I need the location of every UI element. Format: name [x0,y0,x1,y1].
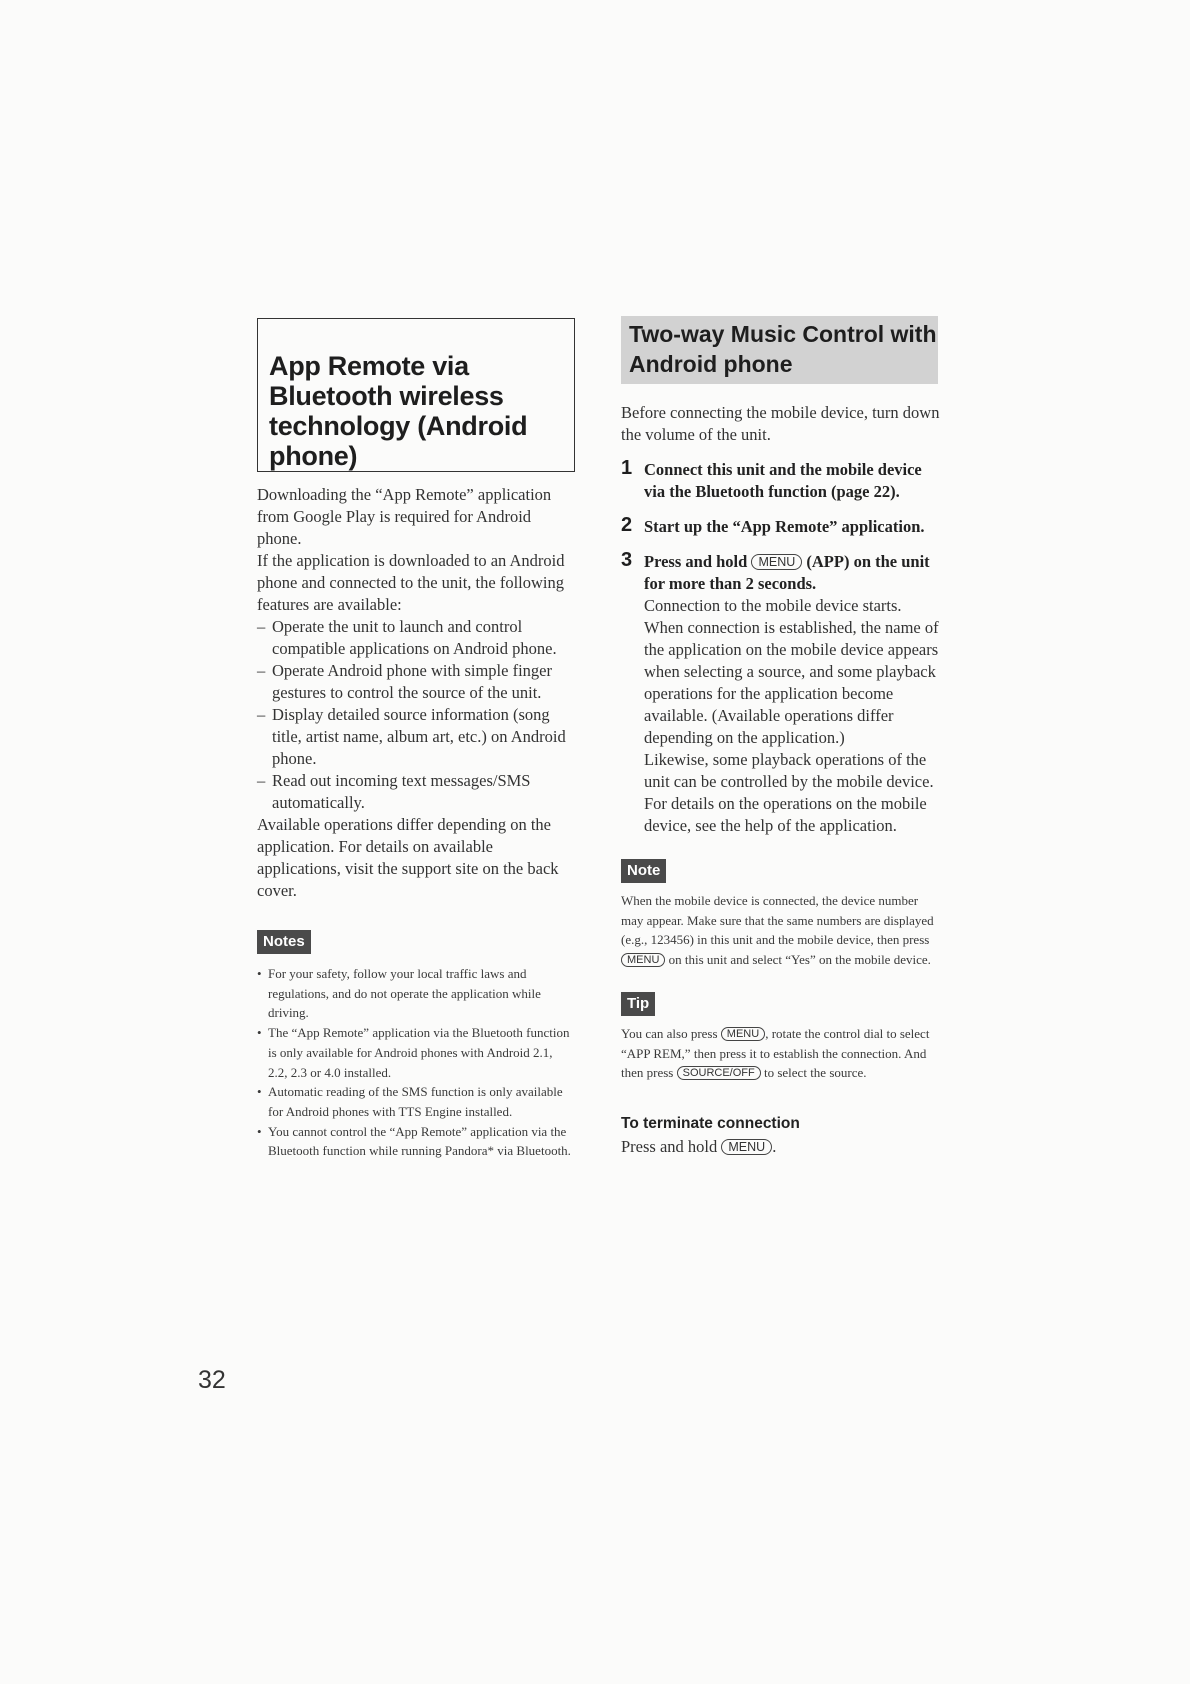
note-item: • The “App Remote” application via the Bluetooth function is only available for Android phones with Android 2.1, 2.2, 2.3 or 4.0 installed. [257,1025,570,1080]
feature-item: – Operate Android phone with simple finger gestures to control the source of the unit. [257,661,552,702]
step-number: 2 [621,514,633,536]
step-number: 1 [621,457,633,479]
source-off-key-icon: SOURCE/OFF [677,1066,761,1080]
notes-list [257,964,575,1161]
note-text: When the mobile device is connected, the device number may appear. Make sure that the same numbers are displayed (e.g., 123456) in this unit and the mobile device, then press MENU on this unit and select “Yes” on the mobile device. [621,893,934,968]
intro-paragraph: Before connecting the mobile device, turn down the volume of the unit. [621,403,940,444]
tip-text: You can also press MENU , rotate the control dial to select “APP REM,” then press it to establish the connection. And then press SOURCE/OFF to select the source. [621,1025,930,1081]
note-item: • For your safety, follow your local traffic laws and regulations, and do not operate the application while driving. [257,966,541,1021]
section-title-box [257,318,575,472]
step-1 [621,459,941,503]
intro-paragraph: Downloading the “App Remote” application from Google Play is required for Android phone. [257,485,552,548]
notes-label: Notes [257,930,311,954]
section-title: Two-way Music Control with Android phone [629,321,937,377]
section-title-box [621,316,938,384]
feature-item: – Display detailed source information (song title, artist name, album art, etc.) on Android phone. [257,705,566,768]
step-3 [621,551,941,837]
step-title: Press and hold MENU (APP) on the unit for more than 2 seconds. [644,552,930,593]
page-number: 32 [198,1366,226,1394]
left-column [257,318,575,1161]
step-number: 3 [621,549,633,571]
intro-text [257,484,575,902]
intro-paragraph: If the application is downloaded to an Android phone and connected to the unit, the following features are available: [257,551,565,614]
note-item: • Automatic reading of the SMS function is only available for Android phones with TTS Engine installed. [257,1084,563,1119]
feature-item: – Read out incoming text messages/SMS automatically. [257,771,531,812]
note-item: • You cannot control the “App Remote” application via the Bluetooth function while running Pandora* via Bluetooth. [257,1123,571,1159]
step-title: Connect this unit and the mobile device via the Bluetooth function (page 22). [644,460,922,501]
note-label: Note [621,859,666,883]
outro-paragraph: Available operations differ depending on the application. For details on available applications, visit the support site on the back cover. [257,815,559,900]
step-title: Start up the “App Remote” application. [644,517,925,536]
terminate-text: Press and hold MENU . [621,1136,777,1156]
step-body: Connection to the mobile device starts. When connection is established, the name of the application on the mobile device appears when selecting a source, and some playback operations for the application become available. (Available operations differ depending on the application.) Likewise, some playback operations of the unit can be controlled by the mobile device. For details on the operations on the mobile device, see the help of the application. [644,596,939,835]
menu-key-icon: MENU [721,1027,765,1041]
menu-key-icon: MENU [751,554,802,570]
menu-key-icon: MENU [721,1139,772,1155]
feature-item: – Operate the unit to launch and control compatible applications on Android phone. [257,617,557,658]
section-title: App Remote via Bluetooth wireless technology (Android phone) [269,351,528,471]
right-column [621,316,941,1158]
feature-list [257,616,575,814]
tip-label: Tip [621,992,655,1016]
subheading: To terminate connection [621,1114,800,1132]
step-2 [621,516,941,538]
menu-key-icon: MENU [621,953,665,967]
